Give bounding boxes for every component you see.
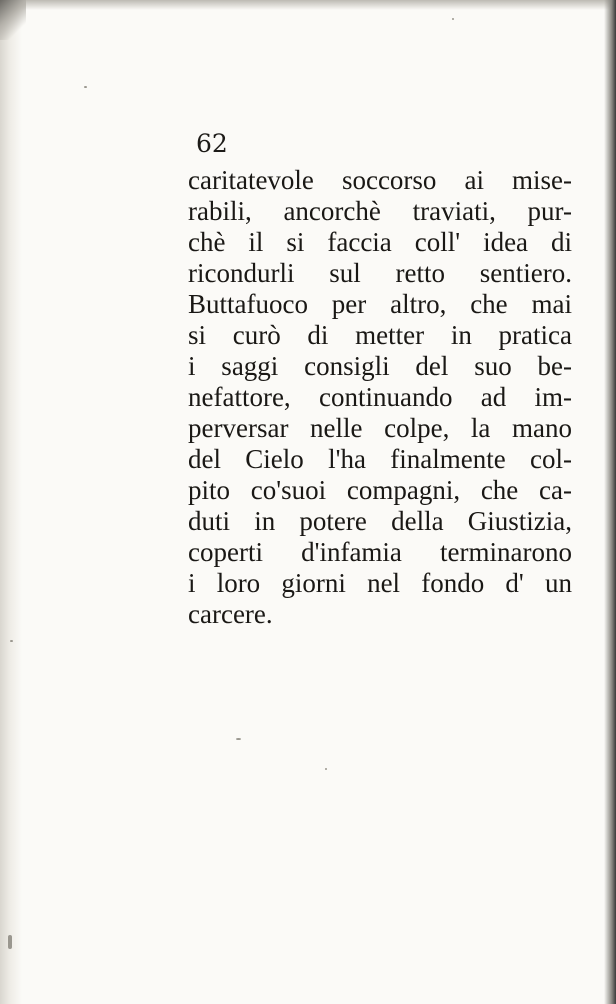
text-line: si curò di metter in pratica [188, 320, 572, 350]
text-line: caritatevole soccorso ai mise- [188, 165, 572, 195]
text-line: coperti d'infamia terminarono [188, 537, 572, 567]
text-line: i saggi consigli del suo be- [188, 351, 572, 381]
text-line: perversar nelle colpe, la mano [188, 413, 572, 443]
text-line: ricondurli sul retto sentiero. [188, 258, 572, 288]
paper-speck [8, 935, 12, 949]
text-line: nefattore, continuando ad im- [188, 382, 572, 412]
scan-corner-mark [0, 0, 26, 40]
scan-edge-top [0, 0, 616, 10]
text-line: rabili, ancorchè traviati, pur- [188, 196, 572, 226]
text-line: del Cielo l'ha finalmente col- [188, 444, 572, 474]
text-line: duti in potere della Giustizia, [188, 506, 572, 536]
text-line: i loro giorni nel fondo d' un [188, 568, 572, 598]
paper-speck [84, 86, 87, 88]
scan-edge-right [604, 0, 616, 1004]
text-line: carcere. [188, 599, 273, 629]
paper-speck [325, 768, 327, 770]
paper-speck [452, 18, 454, 20]
paper-speck [236, 738, 241, 740]
page-number: 62 [196, 129, 228, 158]
text-line: pito co'suoi compagni, che ca- [188, 475, 572, 505]
body-text [188, 165, 572, 630]
text-line: Buttafuoco per altro, che mai [188, 289, 572, 319]
scan-edge-left [0, 0, 22, 1004]
paper-speck [10, 640, 13, 642]
text-line: chè il si faccia coll' idea di [188, 227, 572, 257]
